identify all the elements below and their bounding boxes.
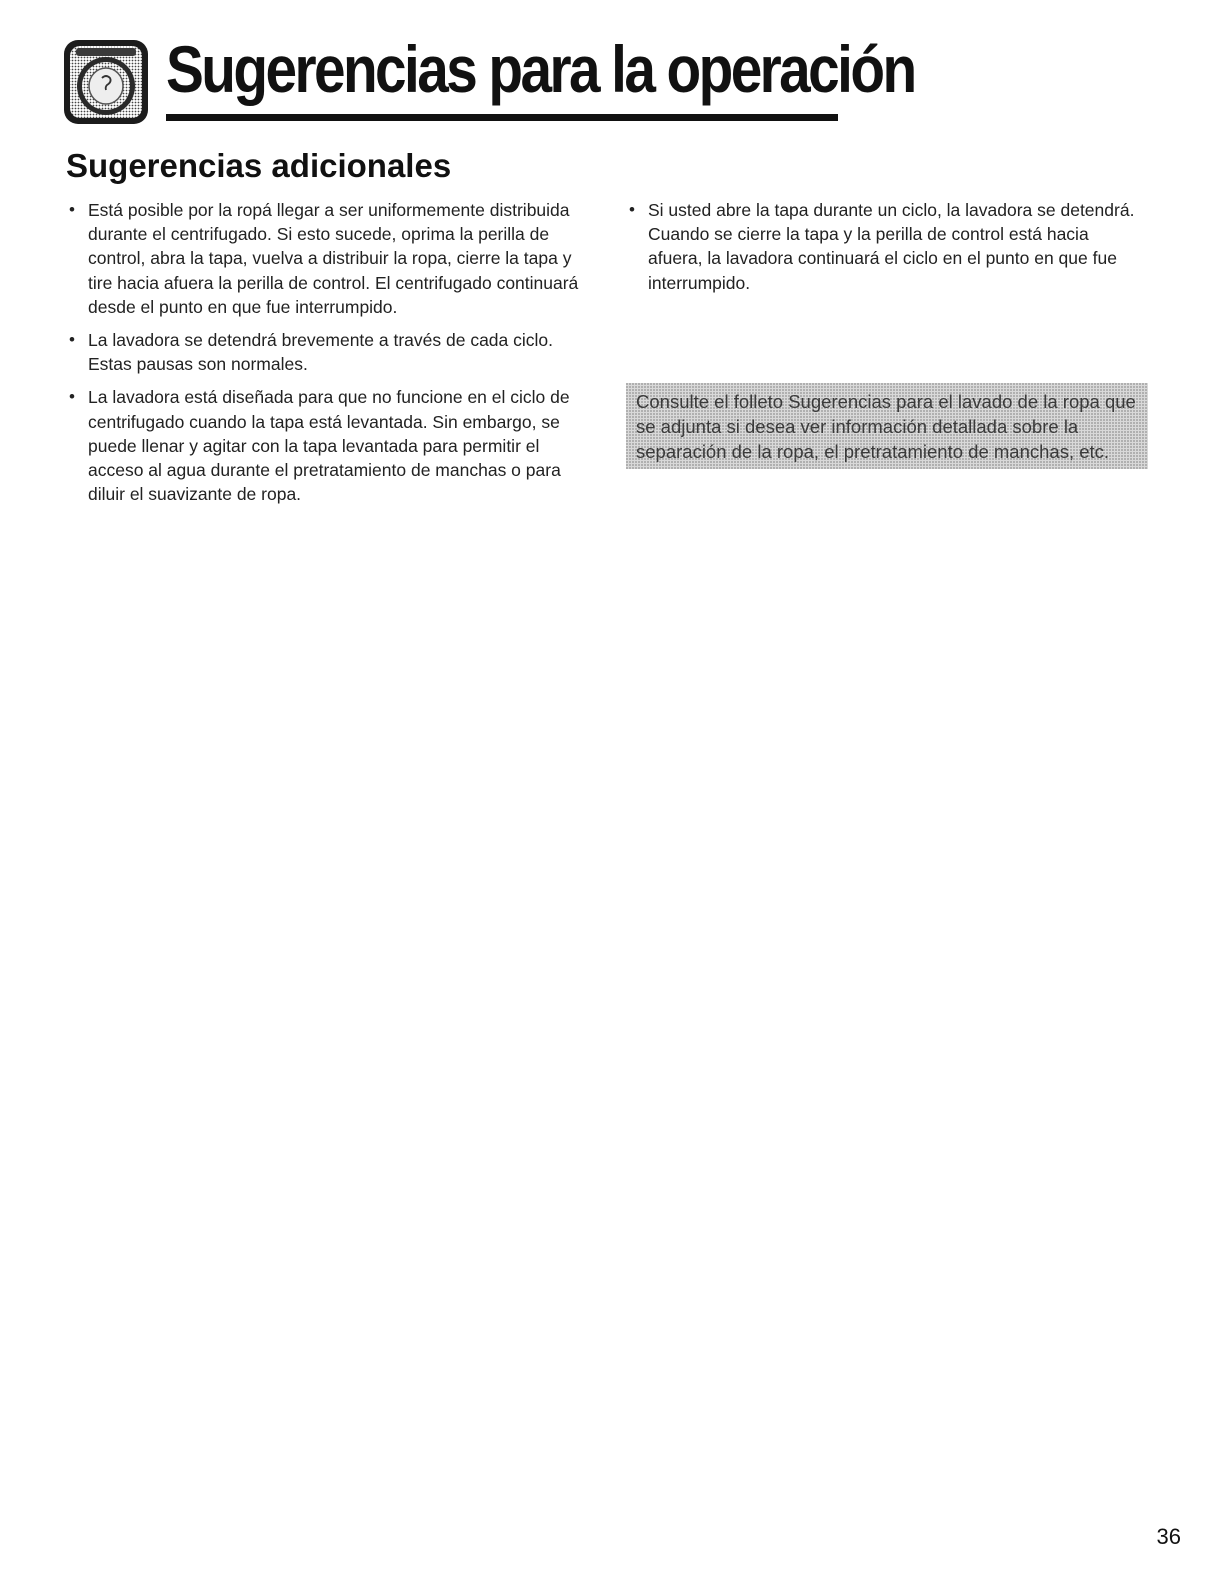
bullet-icon: • bbox=[69, 387, 75, 407]
note-callout bbox=[626, 383, 1148, 469]
list-item-text: La lavadora se detendrá brevemente a través de cada ciclo. Estas pausas son normales. bbox=[88, 330, 554, 375]
list-item bbox=[66, 198, 586, 319]
callout-text: Consulte el folleto Sugerencias para el lavado de la ropa que se adjunta si desea ver información detallada sobre la separación de la ropa, el pretratamiento de manchas, etc. bbox=[636, 391, 1136, 462]
bullet-icon: • bbox=[69, 330, 75, 350]
list-item-text: Está posible por la ropá llegar a ser uniformemente distribuida durante el centrifugado. Si esto sucede, oprima la perilla de control, abra la tapa, vuelva a distribuir la ropa, cierre la tapa y tire hacia afuera la perilla de control. El centrifugado continuará desde el punto en que fue interrumpido. bbox=[88, 200, 579, 317]
bullet-icon: • bbox=[629, 200, 635, 219]
section-heading: Sugerencias adicionales bbox=[66, 147, 452, 184]
title-underline bbox=[166, 114, 838, 121]
right-column bbox=[626, 198, 1146, 304]
list-item bbox=[66, 328, 586, 376]
bullet-icon: • bbox=[69, 200, 75, 219]
washer-lid-icon bbox=[62, 38, 150, 126]
bullet-list bbox=[626, 198, 1146, 295]
page-number: 36 bbox=[1156, 1524, 1181, 1549]
list-item-text: La lavadora está diseñada para que no funcione en el ciclo de centrifugado cuando la tapa está levantada. Sin embargo, se puede llenar y agitar con la tapa levantada para permitir el acceso al agua durante el pretratamiento de manchas o para diluir el suavizante de ropa. bbox=[88, 387, 570, 505]
list-item bbox=[66, 385, 586, 506]
list-item-text: Si usted abre la tapa durante un ciclo, la lavadora se detendrá. Cuando se cierre la tapa y la perilla de control está hacia afuera, la lavadora continuará el ciclo en el punto en que fue interrumpido. bbox=[648, 200, 1135, 293]
left-column bbox=[66, 198, 586, 515]
page-title: Sugerencias para la operación bbox=[166, 32, 915, 106]
list-item bbox=[626, 198, 1146, 295]
bullet-list bbox=[66, 198, 586, 506]
page-header bbox=[62, 28, 915, 124]
